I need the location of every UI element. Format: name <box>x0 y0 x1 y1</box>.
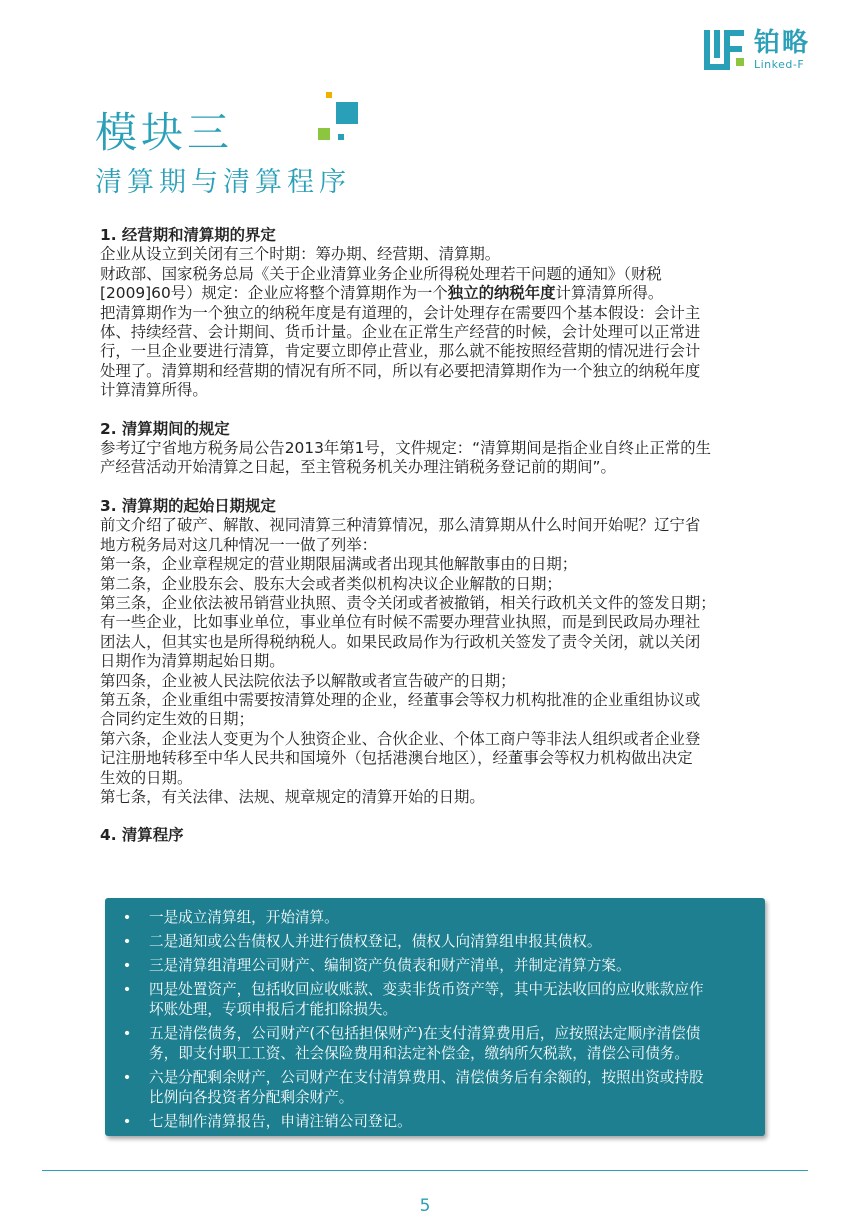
text-line: 体、持续经营、会计期间、货币计量。企业在正常生产经营的时候，会计处理可以正常进 <box>100 323 701 342</box>
text-line: 第三条，企业依法被吊销营业执照、责令关闭或者被撤销，相关行政机关文件的签发日期； <box>100 593 716 612</box>
bullet-icon: • <box>122 1113 132 1130</box>
list-item <box>105 1112 749 1132</box>
text-line: 参考辽宁省地方税务局公告2013年第1号，文件规定：“清算期间是指企业自终止正常的生 <box>100 439 711 458</box>
text-line: 二是通知或公告债权人并进行债权登记，债权人向清算组申报其债权。 <box>149 933 602 950</box>
list-item <box>105 908 749 928</box>
logo-mark-icon <box>702 28 746 72</box>
text-line: 合同约定生效的日期； <box>100 710 254 729</box>
bullet-icon: • <box>122 933 132 950</box>
text-line: 务，即支付职工工资、社会保险费用和法定补偿金，缴纳所欠税款，清偿公司债务。 <box>149 1045 689 1062</box>
text-line: 生效的日期。 <box>100 768 193 787</box>
text-line: 团法人，但其实也是所得税纳税人。如果民政局作为行政机关签发了责令关闭，就以关闭 <box>100 632 701 651</box>
text-line <box>100 284 800 303</box>
text-line: 第二条，企业股东会、股东大会或者类似机构决议企业解散的日期； <box>100 574 562 593</box>
list-item <box>105 932 749 952</box>
text-line: 产经营活动开始清算之日起，至主管税务机关办理注销税务登记前的期间”。 <box>100 458 616 477</box>
logo-english-text: Linked-F <box>753 58 805 71</box>
text-line: 把清算期作为一个独立的纳税年度是有道理的，会计处理存在需要四个基本假设：会计主 <box>100 303 701 322</box>
text-line: 第五条，企业重组中需要按清算处理的企业，经董事会等权力机构批准的企业重组协议或 <box>100 690 701 709</box>
list-item <box>105 956 749 976</box>
text-line: 第七条，有关法律、法规、规章规定的清算开始的日期。 <box>100 787 485 806</box>
module-subtitle: 清算期与清算程序 <box>95 167 351 198</box>
bullet-icon: • <box>122 981 132 998</box>
bullet-icon: • <box>122 957 132 974</box>
paragraph <box>100 245 800 264</box>
document-body <box>100 226 800 846</box>
decorative-squares-icon <box>318 92 368 152</box>
procedure-box <box>105 898 765 1136</box>
text-line: 有一些企业，比如事业单位，事业单位有时候不需要办理营业执照，而是到民政局办理社 <box>100 613 701 632</box>
text-line: 第四条，企业被人民法院依法予以解散或者宣告破产的日期； <box>100 671 516 690</box>
text-line: 处理了。清算期和经营期的情况有所不同，所以有必要把清算期作为一个独立的纳税年度 <box>100 361 701 380</box>
section-heading: 1. 经营期和清算期的界定 <box>100 226 276 244</box>
text-line: 日期作为清算期起始日期。 <box>100 652 285 671</box>
text-line: 比例向各投资者分配剩余财产。 <box>149 1089 354 1106</box>
paragraph <box>100 265 800 304</box>
text-span: [2009]60号）规定：企业应将整个清算期作为一个 <box>100 284 448 303</box>
paragraph <box>100 304 800 401</box>
section-heading: 2. 清算期间的规定 <box>100 419 230 438</box>
text-line: 第六条，企业法人变更为个人独资企业、合伙企业、个体工商户等非法人组织或者企业登 <box>100 729 701 748</box>
footer-divider <box>42 1170 808 1171</box>
text-line: 五是清偿债务，公司财产(不包括担保财产)在支付清算费用后，应按照法定顺序清偿债 <box>149 1025 701 1042</box>
section-heading: 4. 清算程序 <box>100 826 184 845</box>
emphasis-text: 独立的纳税年度 <box>447 284 556 303</box>
list-item <box>105 980 749 1020</box>
text-line: 一是成立清算组，开始清算。 <box>149 909 339 926</box>
module-title: 模块三 <box>95 108 234 157</box>
bullet-icon: • <box>122 1025 132 1042</box>
list-item <box>105 1024 749 1064</box>
page-number: 5 <box>419 1196 431 1216</box>
text-line: 地方税务局对这几种情况一一做了列举： <box>100 535 378 554</box>
text-line: 记注册地转移至中华人民共和国境外（包括港澳台地区），经董事会等权力机构做出决定 <box>100 749 693 768</box>
logo-chinese-text: 铂略 <box>753 28 810 58</box>
list-item <box>105 1068 749 1108</box>
text-span: 计算清算所得。 <box>555 284 664 303</box>
text-line: 七是制作清算报告，申请注销公司登记。 <box>149 1113 412 1130</box>
text-line: 计算清算所得。 <box>100 381 208 400</box>
text-line: 三是清算组清理公司财产、编制资产负债表和财产清单，并制定清算方案。 <box>149 957 631 974</box>
brand-logo <box>702 28 810 72</box>
bullet-icon: • <box>122 1069 132 1086</box>
text-line: 前文介绍了破产、解散、视同清算三种清算情况，那么清算期从什么时间开始呢？辽宁省 <box>100 516 701 535</box>
text-line: 财政部、国家税务总局《关于企业清算业务企业所得税处理若干问题的通知》（财税 <box>100 264 662 283</box>
text-line: 四是处置资产，包括收回应收账款、变卖非货币资产等，其中无法收回的应收账款应作 <box>149 981 704 998</box>
text-line: 第一条，企业章程规定的营业期限届满或者出现其他解散事由的日期； <box>100 555 578 574</box>
text-line: 六是分配剩余财产，公司财产在支付清算费用、清偿债务后有余额的，按照出资或持股 <box>149 1069 704 1086</box>
text-line: 行，一旦企业要进行清算，肯定要立即停止营业，那么就不能按照经营期的情况进行会计 <box>100 342 701 361</box>
bullet-icon: • <box>122 909 132 926</box>
text-line: 坏账处理，专项申报后才能扣除损失。 <box>149 1001 398 1018</box>
text-line: 企业从设立到关闭有三个时期：筹办期、经营期、清算期。 <box>100 245 501 264</box>
section-heading: 3. 清算期的起始日期规定 <box>100 496 276 515</box>
